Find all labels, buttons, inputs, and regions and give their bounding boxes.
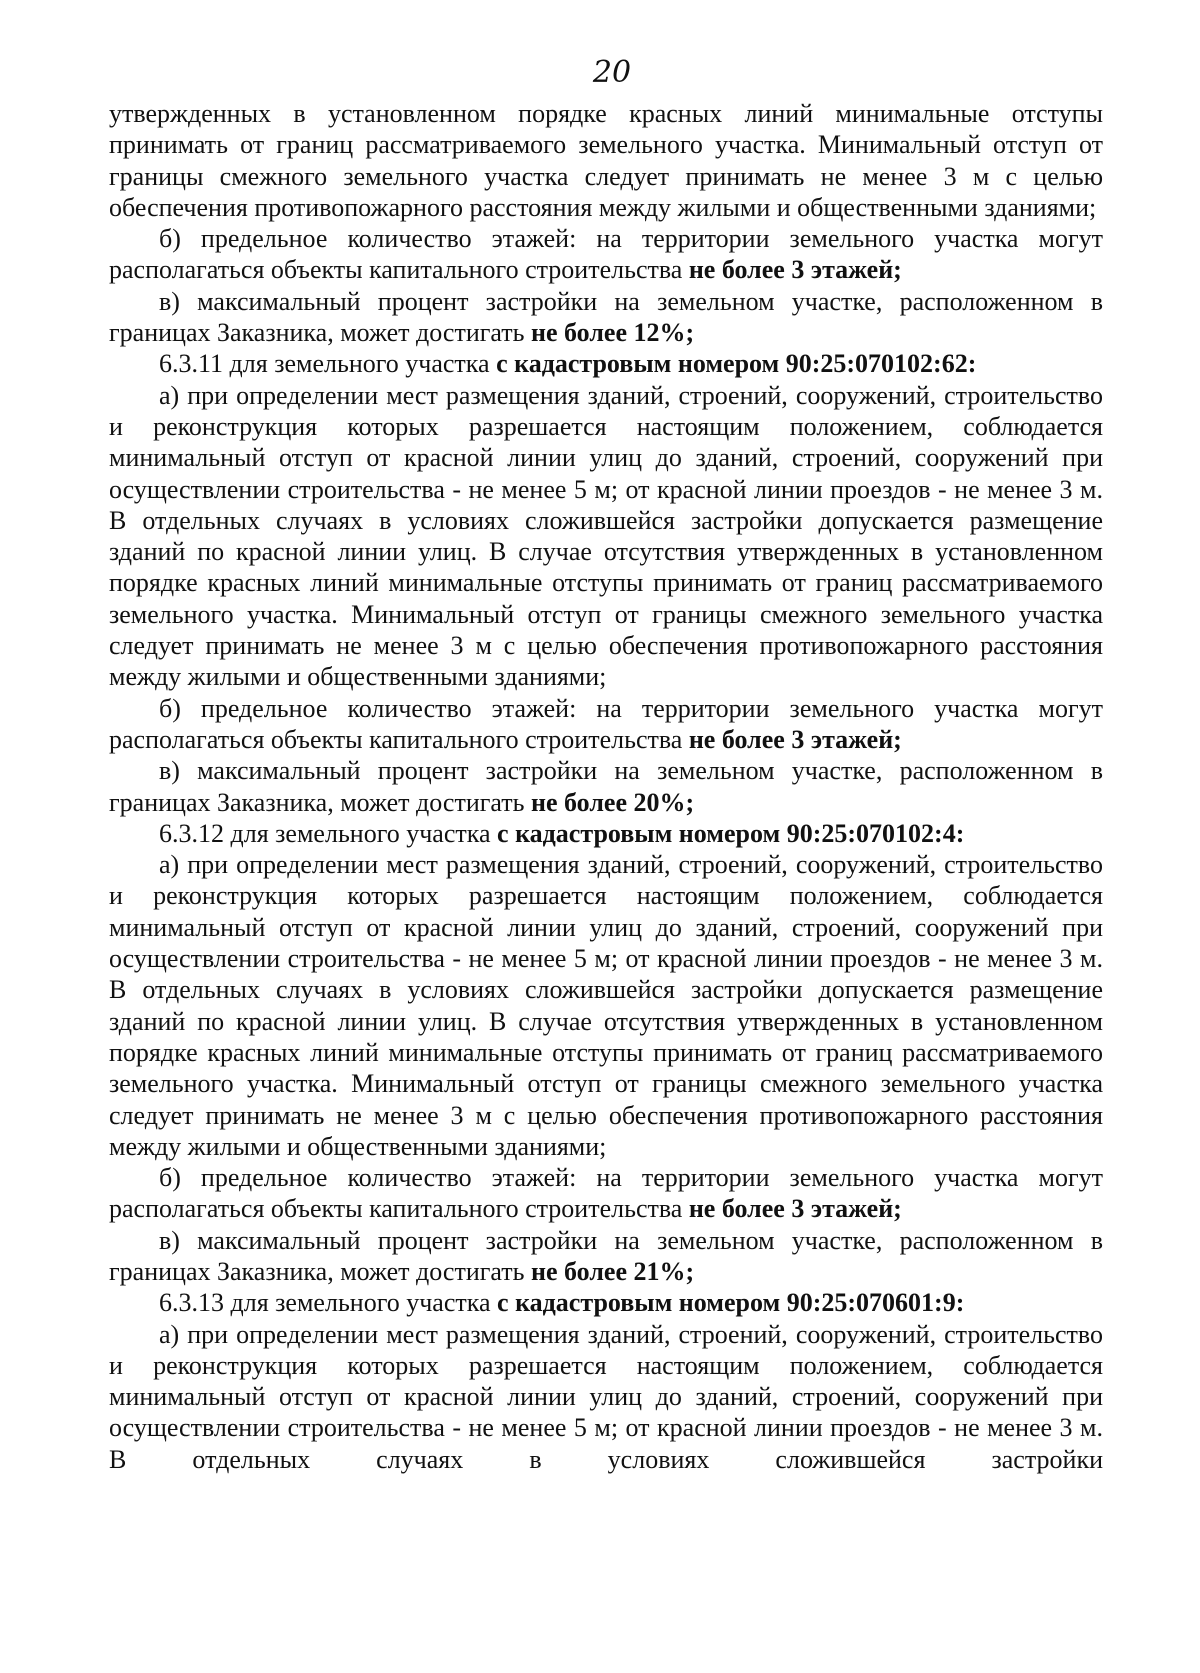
paragraph-bold-text: не более 3 этажей; <box>688 1194 902 1224</box>
paragraph-text: в) максимальный процент застройки на земельном участке, расположенном в границах Заказника, может достигать <box>109 286 1103 348</box>
paragraph-item-v <box>109 755 1103 818</box>
section-heading-6-3-11 <box>109 348 1103 379</box>
paragraph-text: а) при определении мест размещения зданий, строений, сооружений, строительство и реконструкция которых разрешается настоящим положением, соблюдается минимальный отступ от красной линии улиц до зданий, строений, сооружений при осуществлении строительства - не менее 5 м; от красной линии проездов - не менее 3 м. В отдельных случаях в условиях сложившейся застройки допускается размещение зданий по красной линии улиц. В случае отсутствия утвержденных в установленном порядке красных линий минимальные отступы принимать от границ рассматриваемого земельного участка. Минимальный отступ от границы смежного земельного участка следует принимать не менее 3 м с целью обеспечения противопожарного расстояния между жилыми и общественными зданиями; <box>109 850 1103 1161</box>
paragraph-text: а) при определении мест размещения зданий, строений, сооружений, строительство и реконструкция которых разрешается настоящим положением, соблюдается минимальный отступ от красной линии улиц до зданий, строений, сооружений при осуществлении строительства - не менее 5 м; от красной линии проездов - не менее 3 м. В отдельных случаях в условиях сложившейся застройки допускается размещение зданий по красной линии улиц. В случае отсутствия утвержденных в установленном порядке красных линий минимальные отступы принимать от границ рассматриваемого земельного участка. Минимальный отступ от границы смежного земельного участка следует принимать не менее 3 м с целью обеспечения противопожарного расстояния между жилыми и общественными зданиями; <box>109 380 1103 692</box>
paragraph-bold-text: не более 3 этажей; <box>688 724 902 754</box>
paragraph-bold-text: не более 12%; <box>530 318 695 348</box>
section-heading-6-3-13 <box>109 1287 1103 1318</box>
paragraph-bold-text: не более 20%; <box>530 787 695 817</box>
paragraph-item-a <box>109 380 1103 693</box>
paragraph-text: б) предельное количество этажей: на территории земельного участка могут располагаться объекты капитального строительства <box>109 224 1103 285</box>
paragraph-continuation <box>109 98 1103 223</box>
paragraph-text: б) предельное количество этажей: на территории земельного участка могут располагаться объекты капитального строительства <box>109 693 1103 754</box>
paragraph-bold-text: не более 21%; <box>530 1256 695 1286</box>
document-body <box>109 98 1103 1475</box>
paragraph-item-v <box>109 1225 1103 1288</box>
paragraph-bold-text: с кадастровым номером 90:25:070102:4: <box>497 818 965 848</box>
paragraph-text: а) при определении мест размещения зданий, строений, сооружений, строительство и реконструкция которых разрешается настоящим положением, соблюдается минимальный отступ от красной линии улиц до зданий, строений, сооружений при осуществлении строительства - не менее 5 м; от красной линии проездов - не менее 3 м. В отдельных случаях в условиях сложившейся застройки <box>109 1319 1103 1474</box>
paragraph-bold-text: с кадастровым номером 90:25:070102:62: <box>496 349 977 379</box>
paragraph-text: 6.3.13 для земельного участка <box>159 1288 498 1318</box>
paragraph-text: утвержденных в установленном порядке красных линий минимальные отступы принимать от границ рассматриваемого земельного участка. Минимальный отступ от границы смежного земельного участка следует принимать не менее 3 м с целью обеспечения противопожарного расстояния между жилыми и общественными зданиями; <box>109 99 1103 222</box>
paragraph-text: 6.3.12 для земельного участка <box>159 818 498 848</box>
paragraph-text: б) предельное количество этажей: на территории земельного участка могут располагаться объекты капитального строительства <box>109 1163 1103 1224</box>
paragraph-text: 6.3.11 для земельного участка <box>159 349 497 379</box>
paragraph-bold-text: не более 3 этажей; <box>688 255 902 285</box>
section-heading-6-3-12 <box>109 818 1103 849</box>
paragraph-text: в) максимальный процент застройки на земельном участке, расположенном в границах Заказника, может достигать <box>109 756 1103 817</box>
paragraph-text: в) максимальный процент застройки на земельном участке, расположенном в границах Заказника, может достигать <box>109 1225 1103 1286</box>
paragraph-item-a <box>109 849 1103 1162</box>
paragraph-item-b <box>109 693 1103 756</box>
paragraph-item-v <box>109 286 1103 349</box>
paragraph-bold-text: с кадастровым номером 90:25:070601:9: <box>497 1288 965 1318</box>
paragraph-item-b <box>109 223 1103 286</box>
paragraph-item-b <box>109 1162 1103 1225</box>
page-number: 20 <box>592 55 632 90</box>
paragraph-item-a <box>109 1319 1103 1475</box>
